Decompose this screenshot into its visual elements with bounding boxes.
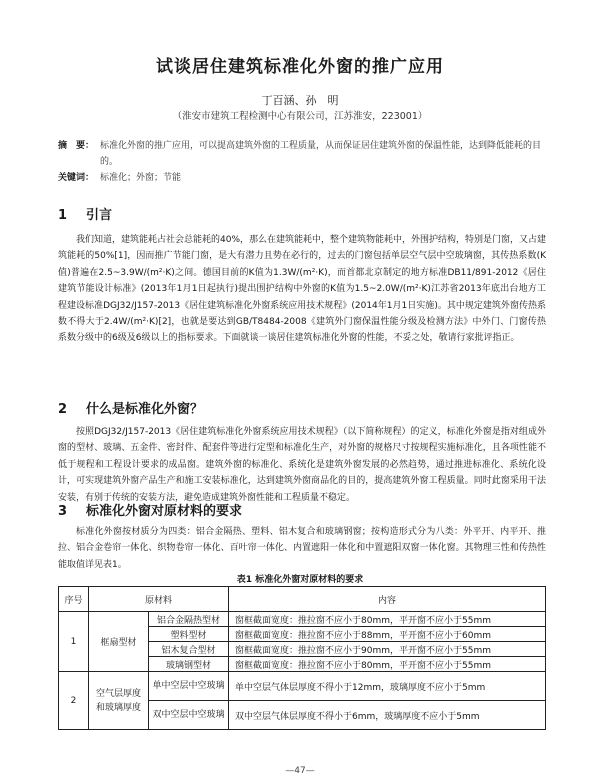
section-heading xyxy=(58,500,242,519)
cell-material: 单中空层中空玻璃 xyxy=(149,672,229,701)
keywords-text: 标准化；外窗；节能 xyxy=(100,173,182,183)
cell-content: 窗框截面宽度：推拉窗不应小于88mm，平开窗不应小于60mm xyxy=(229,627,546,642)
table-caption: 表1 标准化外窗对原材料的要求 xyxy=(236,575,364,585)
section-number: 1 xyxy=(58,208,68,223)
section-body xyxy=(58,424,546,506)
article-title: 试谈居住建筑标准化外窗的推广应用 xyxy=(156,57,444,77)
materials-table xyxy=(58,586,546,730)
header-content: 内容 xyxy=(229,587,546,612)
header-seq: 序号 xyxy=(59,587,89,612)
paragraph: 我们知道，建筑能耗占社会总能耗的40%，那么在建筑能耗中，整个建筑物能耗中，外围护结构，特别是门窗，又占建筑能耗的50%[1]，因而推广节能门窗，是大有潜力且势在必行的，过去的门窗包括单层空气层中空玻璃窗，其传热系数(K值)普遍在2.5~3.9W/(m²·K)之间。德国目前的K值为1.3W/(m²·K)，而首都北京制定的地方标准DB11/891-2012《居住建筑节能设计标准》(2013年1月1日起执行)提出围护结构中外窗的K值为1.5~2.0W/(m²·K)江苏省2013年底出台地方工程建设标准DGJ32/J157-2013《居住建筑标准化外窗系统应用技术规程》(2014年1月1日实施)。其中规定建筑外窗传热系数不得大于2.4W/(m²·K)[2]，也就是要达到GB/T8484-2008《建筑外门窗保温性能分级及检测方法》中外门、门窗传热系数分级中的6级及6级以上的指标要求。下面就谈一谈居住建筑标准化外窗的性能，不妥之处，敬请行家批评指正。 xyxy=(58,235,547,344)
cell-category: 空气层厚度和玻璃厚度 xyxy=(89,672,149,730)
keywords-label: 关键词： xyxy=(58,173,95,183)
cell-material: 双中空层中空玻璃 xyxy=(149,701,229,730)
page-number: —47— xyxy=(285,766,315,776)
cell-material: 铝合金隔热型材 xyxy=(149,612,229,627)
cell-category: 框扇型材 xyxy=(89,612,149,672)
cell-material: 塑料型材 xyxy=(149,627,229,642)
section-body xyxy=(58,524,546,573)
table-row xyxy=(59,672,546,701)
cell-seq: 2 xyxy=(59,672,89,730)
cell-content: 窗框截面宽度：推拉窗不应小于90mm，平开窗不应小于55mm xyxy=(229,642,546,657)
section-title: 标准化外窗对原材料的要求 xyxy=(86,504,243,519)
section-title: 什么是标准化外窗？ xyxy=(86,402,204,417)
abstract-label: 摘 要： xyxy=(58,141,95,151)
cell-content: 窗框截面宽度：推拉窗不应小于80mm，平开窗不应小于55mm xyxy=(229,657,546,672)
paragraph: 按照DGJ32/J157-2013《居住建筑标准化外窗系统应用技术规程》（以下简称规程）的定义，标准化外窗是指对组成外窗的型材、玻璃、五金件、密封件、配套件等进行定型和标准化生产，对外窗的规格尺寸按规程实施标准化，且各项性能不低于规程和工程设计要求的成品窗。建筑外窗的标准化、系统化是建筑外窗发展的必然趋势，通过推进标准化、系统化设计，可实现建筑外窗产品生产和施工安装标准化，达到建筑外窗商品化的目的，提高建筑外窗工程质量。同时此窗采用干法安装，有别于传统的安装方法，避免造成建筑外窗性能和工程质量不稳定。 xyxy=(58,427,546,503)
table-row xyxy=(59,612,546,627)
paragraph: 标准化外窗按材质分为四类：铝合金隔热、塑料、铝木复合和玻璃钢窗；按构造形式分为八类：外平开、内平开、推拉、铝合金卷帘一体化、织物卷帘一体化、百叶帘一体化、内置遮阳一体化和中置遮阳双窗一体化窗。其物理三性和传热性能取值详见表1。 xyxy=(58,527,546,570)
cell-content: 单中空层气体层厚度不得小于12mm，玻璃厚度不应小于5mm xyxy=(229,672,546,701)
section-number: 2 xyxy=(58,402,68,417)
cell-seq: 1 xyxy=(59,612,89,672)
keywords xyxy=(58,170,546,186)
section-number: 3 xyxy=(58,504,68,519)
section-heading xyxy=(58,204,112,223)
section-heading xyxy=(58,398,203,417)
abstract-text: 标准化外窗的推广应用，可以提高建筑外窗的工程质量，从而保证居住建筑外窗的保温性能，达到降低能耗的目的。 xyxy=(100,141,542,167)
cell-content: 双中空层气体层厚度不得小于6mm，玻璃厚度不应小于5mm xyxy=(229,701,546,730)
table-header-row xyxy=(59,587,546,612)
author-affiliation: （淮安市建筑工程检测中心有限公司，江苏淮安，223001） xyxy=(172,111,428,122)
abstract xyxy=(58,138,546,167)
article-authors: 丁百涵、孙 明 xyxy=(261,94,339,107)
section-title: 引言 xyxy=(86,208,113,223)
cell-content: 窗框截面宽度：推拉窗不应小于80mm，平开窗不应小于55mm xyxy=(229,612,546,627)
cell-material: 铝木复合型材 xyxy=(149,642,229,657)
section-body xyxy=(58,232,546,347)
header-material: 原材料 xyxy=(89,587,229,612)
cell-material: 玻璃钢型材 xyxy=(149,657,229,672)
